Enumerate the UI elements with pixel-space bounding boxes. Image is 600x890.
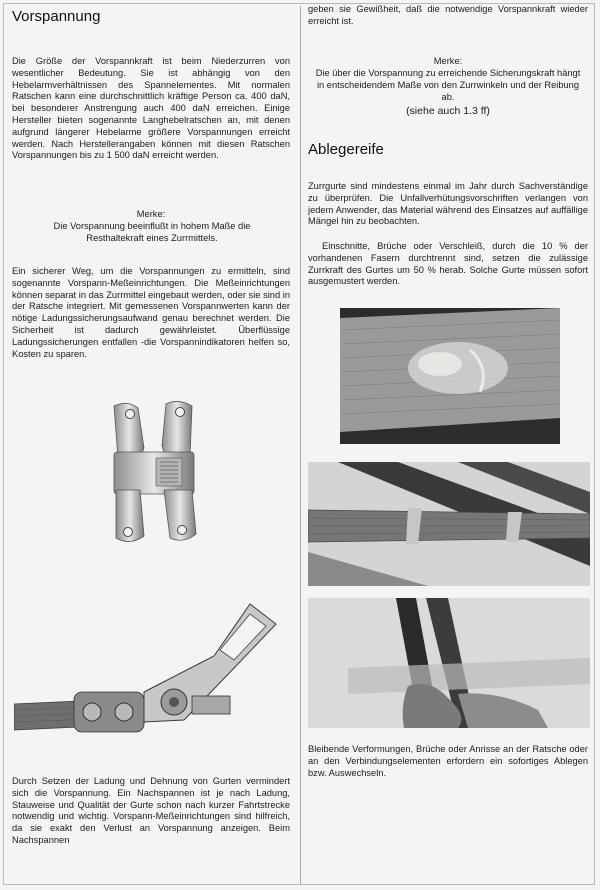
- vorspannung-paragraph-2: Ein sicherer Weg, um die Vorspannungen zu ermitteln, sind sogenannte Vorspann-Meßeinrichtungen. Die Meßeinrichtungen können separat in das Zurrmittel eingebaut werden, oder sie sind in der Ratsche integriert. Mit gemessenen Vorspannwerten kann der nötige Ladungssicherungsaufwand genau berechnet werden. Die Sicherheit ist dadurch gewährleistet. Überflüssige Ladungssicherungen entfallen -die Vorspannindikatoren helfen so, Kosten zu sparen.: [12, 266, 290, 359]
- ablegereife-paragraph-2: Einschnitte, Brüche oder Verschleiß, durch die 10 % der vorhandenen Fasern durchtrennt sind, setzen die zulässige Zurrkraft des Gurtes um 50 % herab. Solche Gurte müssen sofort ausgemustert werden.: [308, 241, 588, 287]
- tension-indicator-photo: [100, 398, 210, 548]
- damaged-strap-photo: [340, 308, 560, 444]
- merke-reference: (siehe auch 1.3 ff): [406, 105, 490, 117]
- merke-label-right: Merke:: [433, 56, 463, 66]
- section-title-ablegereife: Ablegereife: [308, 141, 384, 158]
- ratchet-hand-photo: [308, 598, 590, 728]
- photo-caption: Bleibende Verformungen, Brüche oder Anrisse an der Ratsche oder an den Verbindungselementen erfordern ein sofortiges Ablegen bzw. Auswechseln.: [308, 744, 588, 778]
- column-divider: [300, 6, 301, 884]
- continued-paragraph: geben sie Gewißheit, daß die notwendige Vorspannkraft wieder erreicht ist.: [308, 4, 588, 26]
- merke-label: Merke:: [136, 209, 166, 219]
- vorspannung-paragraph-1: Die Größe der Vorspannkraft ist beim Niederzurren von wesentlicher Bedeutung. Sie ist abhängig von den Hebelarmverhältnissen des Spannelementes. Mit normalen Ratschen kann eine durchschnittlich kräftige Person ca. 400 daN, bei besonderer Anstrengung auch 400 daN erreichen. Einige Hersteller bieten sogenannte Langhebelratschen an, mit denen aufgrund längerer Hebelarme größere Vorspannungen erreicht werden. Nach Herstellerangaben können mit diesen Ratschen Vorspannungen bis zu 1 500 daN erreicht werden.: [12, 56, 290, 161]
- section-title-vorspannung: Vorspannung: [12, 8, 101, 25]
- ratchet-photo: [14, 596, 294, 746]
- vorspannung-paragraph-3: Durch Setzen der Ladung und Dehnung von Gurten vermindert sich die Vorspannung. Ein Nachspannen ist je nach Ladung, Stauweise und Qualität der Gurte schon nach kurzer Fahrtstrecke notwendig und wichtig. Vorspann-Meßeinrichtungen sind hilfreich, da sie exakt den Verlust an Vorspannung anzeigen. Beim Nachspannen: [12, 776, 290, 845]
- merke-text: Die Vorspannung beeinflußt in hohem Maße die Resthaltekraft eines Zurrmittels.: [53, 221, 251, 243]
- ablegereife-paragraph-1: Zurrgurte sind mindestens einmal im Jahr durch Sachverständige zu überprüfen. Die Unfallverhütungsvorschriften verlangen von jedem Anwender, das Material während des Einsatzes auf auffällige Mängel hin zu beobachten.: [308, 181, 588, 227]
- merke-text-right: Die über die Vorspannung zu erreichende Sicherungskraft hängt in entscheidendem Maße von den Zurrwinkeln und der Reibung ab.: [315, 68, 581, 102]
- cut-strap-photo: [308, 462, 590, 586]
